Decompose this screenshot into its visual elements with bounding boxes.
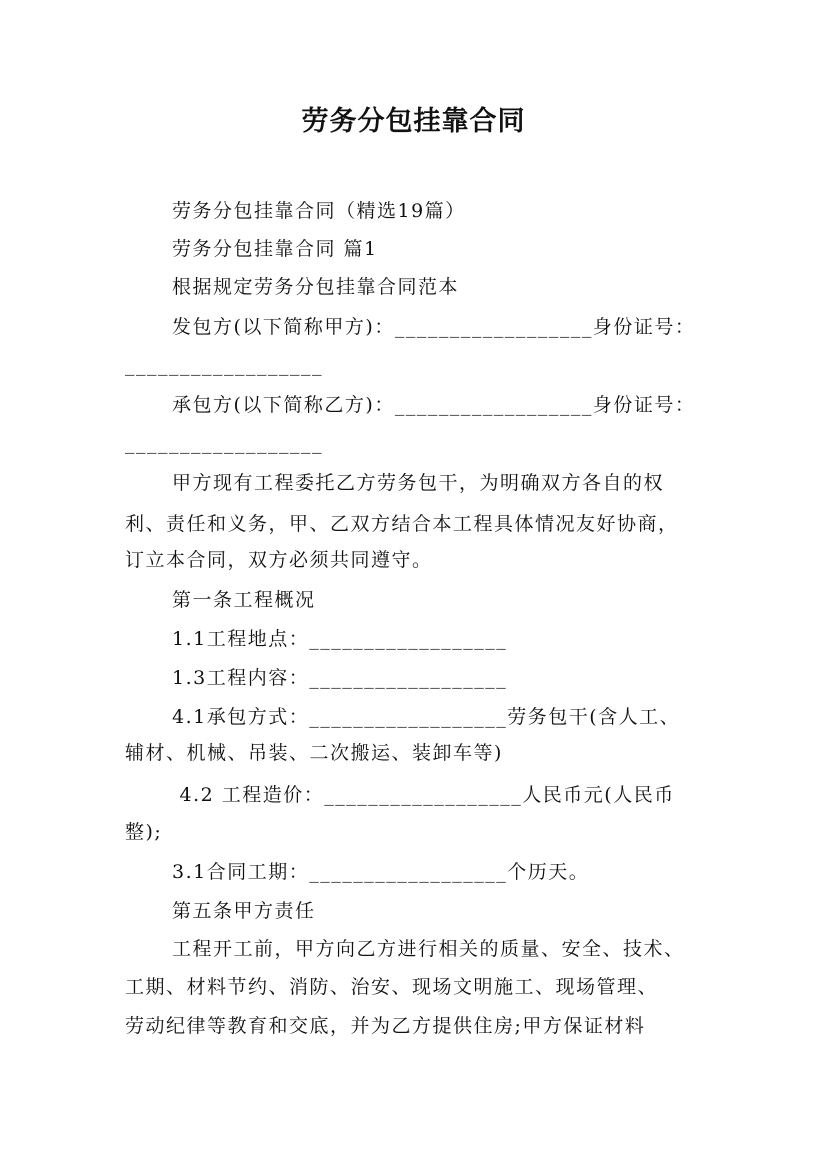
party-b-line: 承包方(以下简称乙方)：__________________身份证号：	[172, 394, 696, 416]
body-line: 根据规定劳务分包挂靠合同范本	[172, 276, 460, 298]
body-line: 工程开工前，甲方向乙方进行相关的质量、安全、技术、	[172, 938, 685, 960]
body-line: 甲方现有工程委托乙方劳务包干，为明确双方各自的权	[172, 472, 665, 494]
party-b-id-line: __________________	[125, 432, 323, 454]
body-line: 劳动纪律等教育和交底，并为乙方提供住房;甲方保证材料	[125, 1015, 646, 1037]
body-line: 辅材、机械、吊装、二次搬运、装卸车等)	[125, 742, 503, 764]
section-heading-line: 劳务分包挂靠合同 篇1	[172, 238, 378, 260]
article-heading-line: 第五条甲方责任	[172, 900, 316, 922]
body-line: 整);	[125, 821, 163, 843]
clause-line: 3.1合同工期：__________________个历天。	[172, 861, 590, 883]
body-line: 工期、材料节约、消防、治安、现场文明施工、现场管理、	[125, 976, 659, 998]
party-a-line: 发包方(以下简称甲方)：__________________身份证号：	[172, 316, 696, 338]
body-line: 利、责任和义务，甲、乙双方结合本工程具体情况友好协商，	[125, 513, 679, 535]
clause-line: 4.2 工程造价：__________________人民币元(人民币	[172, 784, 675, 806]
clause-line: 1.3工程内容：__________________	[172, 667, 508, 689]
subtitle-line: 劳务分包挂靠合同（精选19篇）	[172, 200, 466, 222]
party-a-id-line: __________________	[125, 354, 323, 376]
document-title: 劳务分包挂靠合同	[301, 106, 526, 137]
clause-line: 1.1工程地点：__________________	[172, 628, 508, 650]
body-line: 订立本合同，双方必须共同遵守。	[125, 549, 433, 571]
clause-line: 4.1承包方式：__________________劳务包干(含人工、	[172, 706, 681, 728]
article-heading-line: 第一条工程概况	[172, 589, 316, 611]
